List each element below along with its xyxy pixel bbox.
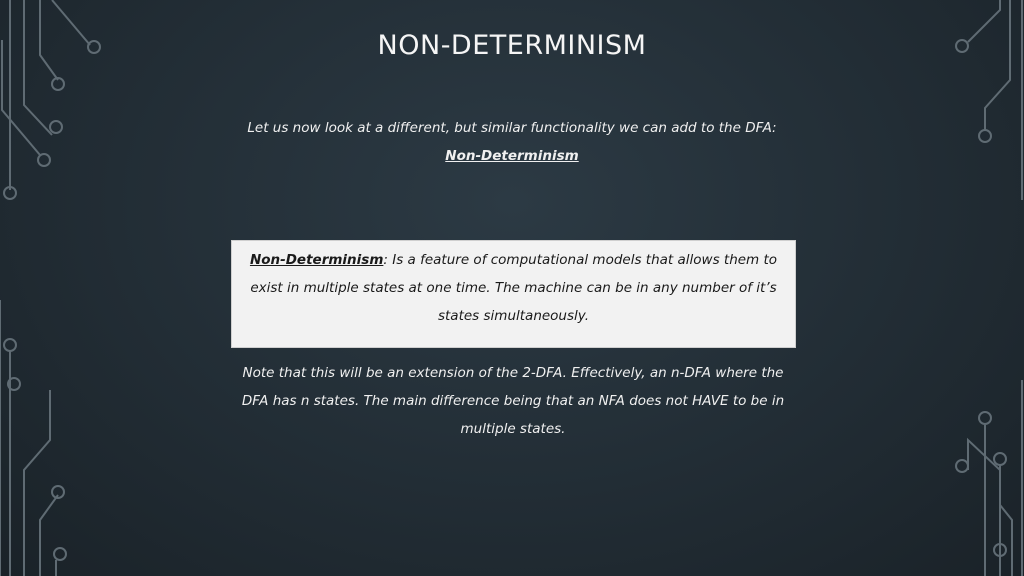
definition-term: Non-Determinism [249, 252, 384, 268]
note-paragraph: Note that this will be an extension of the 2-DFA. Effectively, an n-DFA where the DFA has n states. The main difference being that an NFA does not HAVE to be in multiple states. [241, 365, 785, 437]
intro-paragraph [232, 114, 792, 170]
definition-box [231, 240, 796, 348]
intro-text: Let us now look at a different, but similar functionality we can add to the DFA: [247, 120, 777, 136]
definition-text: : Is a feature of computational models that allows them to exist in multiple states at one time. The machine can be in any number of it’s states simultaneously. [250, 252, 778, 324]
intro-emphasis: Non-Determinism [445, 148, 579, 164]
slide-title: NON-DETERMINISM [377, 30, 647, 61]
